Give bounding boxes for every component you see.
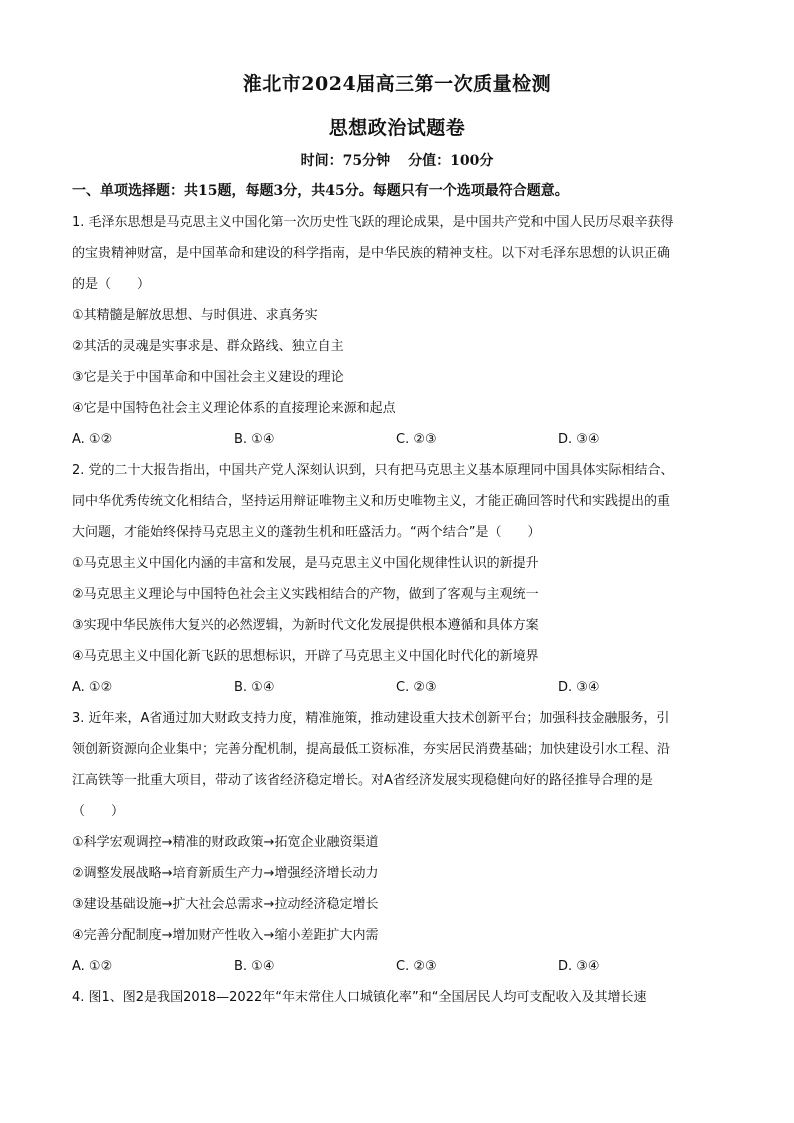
exam-title: 淮北市2024届高三第一次质量检测 <box>242 73 552 95</box>
answer-options <box>72 951 722 982</box>
question-stem-line: 4. 图1、图2是我国2018—2022年“年末常住人口城镇化率”和“全国居民人均可支配收入及其增长速 <box>72 990 647 1005</box>
statement-1: ①科学宏观调控→精准的财政政策→拓宽企业融资渠道 <box>72 835 379 850</box>
question-2 <box>72 455 722 703</box>
option-d[interactable]: D. ③④ <box>558 680 600 695</box>
time-label: 时间：75分钟 <box>300 153 391 169</box>
option-a[interactable]: A. ①② <box>72 432 113 447</box>
question-stem-line: 1. 毛泽东思想是马克思主义中国化第一次历史性飞跃的理论成果，是中国共产党和中国人民历尽艰辛获得 <box>72 215 674 230</box>
option-b[interactable]: B. ①④ <box>234 432 275 447</box>
statement-4: ④它是中国特色社会主义理论体系的直接理论来源和起点 <box>72 401 396 416</box>
statement-4: ④马克思主义中国化新飞跃的思想标识，开辟了马克思主义中国化时代化的新境界 <box>72 649 539 664</box>
option-c[interactable]: C. ②③ <box>396 959 437 974</box>
question-3 <box>72 703 722 982</box>
answer-options <box>72 424 722 455</box>
question-4 <box>72 982 722 1013</box>
statement-3: ③实现中华民族伟大复兴的必然逻辑，为新时代文化发展提供根本遵循和具体方案 <box>72 618 539 633</box>
statement-3: ③建设基础设施→扩大社会总需求→拉动经济稳定增长 <box>72 897 379 912</box>
answer-options <box>72 672 722 703</box>
question-stem-line: 的是（ ） <box>72 277 151 292</box>
option-a[interactable]: A. ①② <box>72 959 113 974</box>
statement-2: ②调整发展战略→培育新质生产力→增强经济增长动力 <box>72 866 379 881</box>
exam-meta <box>0 150 794 170</box>
questions-container <box>72 207 722 1013</box>
option-b[interactable]: B. ①④ <box>234 959 275 974</box>
option-a[interactable]: A. ①② <box>72 680 113 695</box>
question-stem-line: 的宝贵精神财富，是中国革命和建设的科学指南，是中华民族的精神支柱。以下对毛泽东思想的认识正确 <box>72 246 671 261</box>
option-c[interactable]: C. ②③ <box>396 432 437 447</box>
statement-2: ②马克思主义理论与中国特色社会主义实践相结合的产物，做到了客观与主观统一 <box>72 587 539 602</box>
option-d[interactable]: D. ③④ <box>558 959 600 974</box>
statement-1: ①马克思主义中国化内涵的丰富和发展，是马克思主义中国化规律性认识的新提升 <box>72 556 539 571</box>
question-stem-line: 2. 党的二十大报告指出，中国共产党人深刻认识到，只有把马克思主义基本原理同中国具体实际相结合、 <box>72 463 674 478</box>
statement-4: ④完善分配制度→增加财产性收入→缩小差距扩大内需 <box>72 928 379 943</box>
question-stem-line: 同中华优秀传统文化相结合，坚持运用辩证唯物主义和历史唯物主义，才能正确回答时代和实践提出的重 <box>72 494 671 509</box>
question-stem-line: 江高铁等一批重大项目，带动了该省经济稳定增长。对A省经济发展实现稳健向好的路径推导合理的是 <box>72 773 653 788</box>
option-c[interactable]: C. ②③ <box>396 680 437 695</box>
exam-subtitle: 思想政治试题卷 <box>328 117 466 139</box>
score-label: 分值：100分 <box>408 153 494 169</box>
statement-2: ②其活的灵魂是实事求是、群众路线、独立自主 <box>72 339 344 354</box>
question-stem-line: 领创新资源向企业集中；完善分配机制，提高最低工资标准，夯实居民消费基础；加快建设引水工程、沿 <box>72 742 671 757</box>
option-d[interactable]: D. ③④ <box>558 432 600 447</box>
option-b[interactable]: B. ①④ <box>234 680 275 695</box>
question-stem-line: 3. 近年来，A省通过加大财政支持力度，精准施策，推动建设重大技术创新平台；加强科技金融服务，引 <box>72 711 670 726</box>
question-stem-line: 大问题，才能始终保持马克思主义的蓬勃生机和旺盛活力。“两个结合”是（ ） <box>72 525 541 540</box>
section-heading: 一、单项选择题：共15题，每题3分，共45分。每题只有一个选项最符合题意。 <box>72 183 569 199</box>
question-1 <box>72 207 722 455</box>
statement-3: ③它是关于中国革命和中国社会主义建设的理论 <box>72 370 344 385</box>
statement-1: ①其精髓是解放思想、与时俱进、求真务实 <box>72 308 318 323</box>
question-stem-line: （ ） <box>72 804 125 819</box>
